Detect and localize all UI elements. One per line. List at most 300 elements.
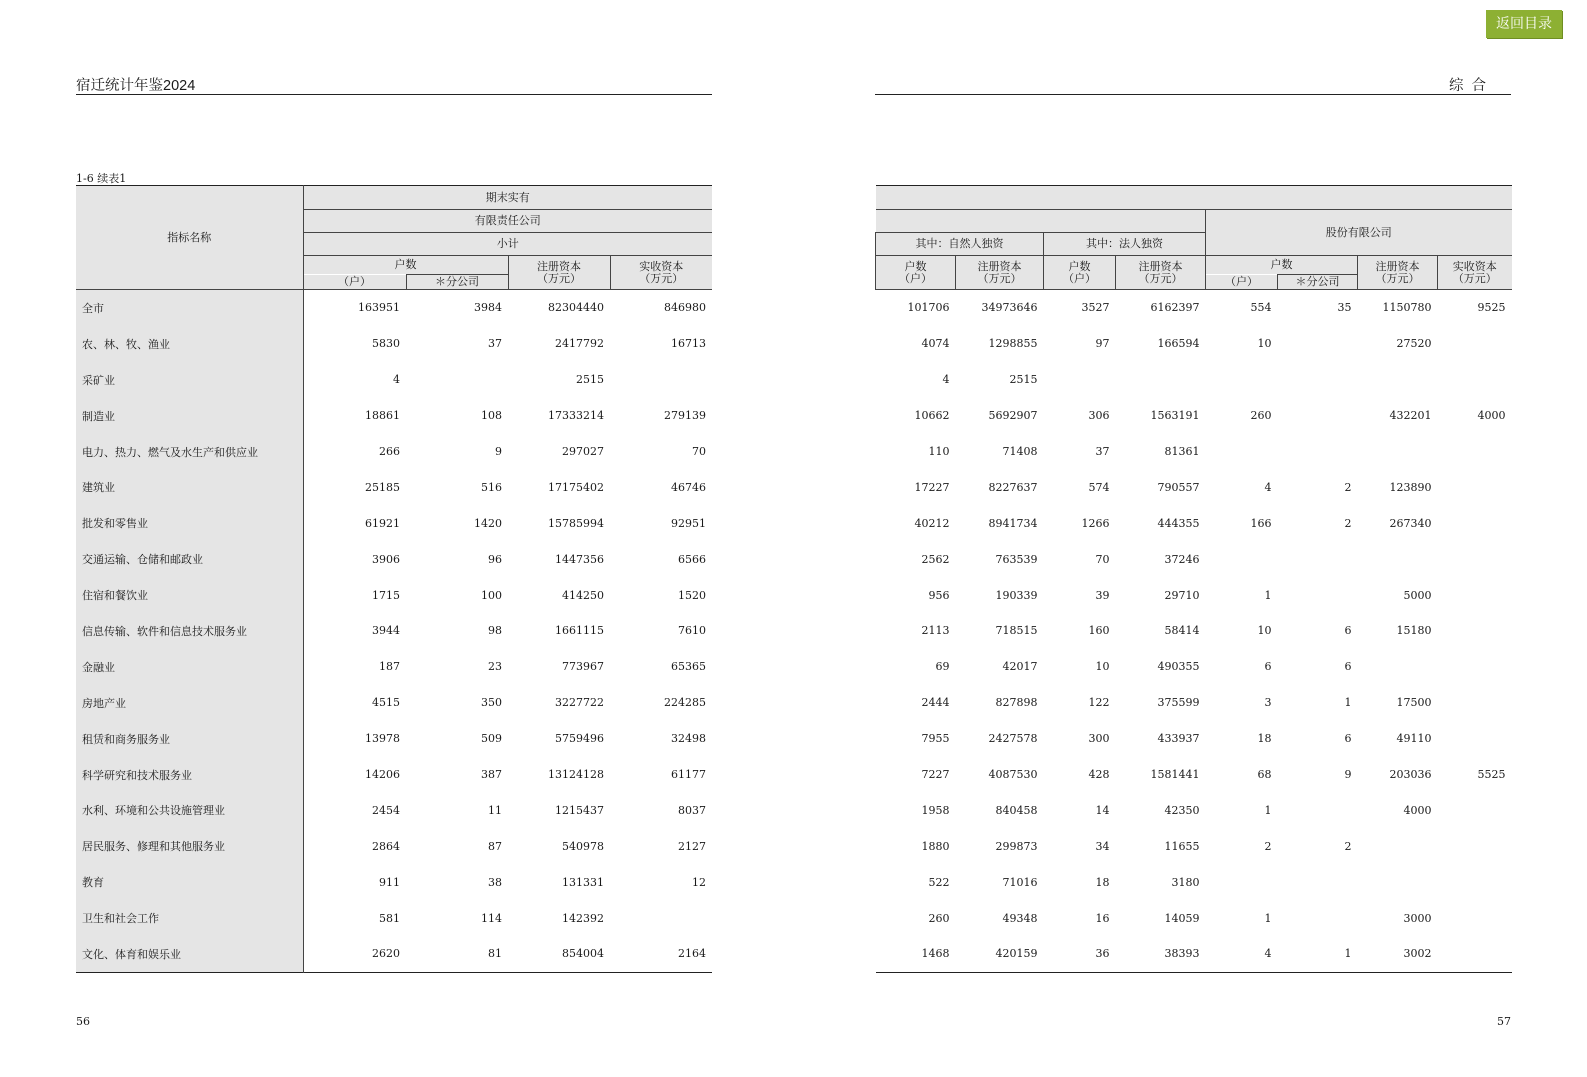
table-cell: 2427578 [988, 732, 1038, 746]
table-cell: 17227 [914, 480, 950, 494]
table-row [876, 936, 1512, 972]
table-cell: 15180 [1396, 624, 1432, 638]
households-header: 户数 [303, 256, 508, 275]
table-cell: 554 [1250, 301, 1272, 315]
table-cell [1438, 577, 1512, 613]
table-cell: 123890 [1389, 480, 1432, 494]
table-cell: 166594 [1157, 337, 1200, 351]
table-cell: 13124128 [548, 768, 604, 782]
table-cell: 8037 [678, 803, 706, 817]
table-cell: 444355 [1157, 516, 1200, 530]
table-cell: 279139 [664, 409, 706, 423]
paid-capital-header [610, 256, 712, 290]
left-header-rule [76, 94, 712, 95]
table-cell: 2454 [372, 803, 400, 817]
natural-reg-capital-header [956, 256, 1044, 290]
table-cell: 3984 [474, 301, 502, 315]
table-cell: 2164 [678, 947, 706, 961]
table-cell: 1 [1264, 588, 1272, 602]
table-cell: 1715 [372, 588, 400, 602]
indicator-name: 电力、热力、燃气及水生产和供应业 [76, 434, 303, 470]
table-cell: 16 [1095, 911, 1110, 925]
book-title: 宿迁统计年鉴2024 [76, 78, 196, 94]
table-cell: 1420 [474, 516, 502, 530]
table-cell: 10 [1257, 337, 1272, 351]
table-cell: 38393 [1164, 947, 1200, 961]
table-cell: 87 [488, 839, 502, 853]
indicator-name: 住宿和餐饮业 [76, 577, 303, 613]
table-cell: 299873 [995, 839, 1038, 853]
table-label: 1-6 续表1 [76, 172, 127, 185]
table-cell: 61177 [671, 768, 706, 782]
table-row [76, 577, 712, 613]
table-cell [1438, 936, 1512, 972]
table-cell: 39 [1095, 588, 1110, 602]
table-cell: 306 [1088, 409, 1110, 423]
table-cell: 846980 [664, 301, 706, 315]
table-cell: 142392 [562, 911, 604, 925]
table-cell: 911 [379, 875, 400, 889]
indicator-name: 水利、环境和公共设施管理业 [76, 792, 303, 828]
table-cell: 2417792 [555, 337, 604, 351]
table-cell: 187 [379, 660, 400, 674]
table-cell: 4 [1264, 480, 1272, 494]
table-cell [1278, 792, 1358, 828]
table-cell: 49110 [1396, 732, 1432, 746]
table-row [76, 757, 712, 793]
table-row [876, 541, 1512, 577]
table-cell: 17500 [1396, 696, 1432, 710]
table-cell: 10662 [914, 409, 950, 423]
table-cell: 1215437 [555, 803, 604, 817]
table-cell: 70 [692, 445, 706, 458]
return-to-contents-button[interactable]: 返回目录 [1486, 10, 1562, 38]
table-cell: 2444 [921, 696, 950, 710]
table-row [76, 649, 712, 685]
table-cell: 6162397 [1150, 301, 1200, 315]
table-cell: 9525 [1477, 301, 1506, 315]
table-row [76, 326, 712, 362]
left-statistics-table [76, 185, 712, 973]
table-cell [1358, 434, 1438, 470]
right-header-rule [875, 94, 1511, 95]
table-cell: 4074 [921, 337, 950, 351]
table-cell: 23 [488, 660, 502, 674]
table-cell: 1958 [921, 803, 950, 817]
table-row [76, 613, 712, 649]
table-cell [610, 362, 712, 398]
table-cell: 110 [928, 445, 950, 458]
table-cell: 18861 [365, 409, 400, 423]
table-cell [1278, 434, 1358, 470]
table-cell: 13978 [365, 732, 400, 746]
table-cell: 101706 [907, 301, 950, 315]
table-cell: 7610 [678, 624, 706, 638]
table-cell: 25185 [365, 480, 400, 494]
period-end-header: 期末实有 [303, 186, 712, 210]
table-cell: 1880 [921, 839, 950, 853]
table-cell: 4000 [1403, 803, 1432, 817]
table-row [76, 434, 712, 470]
table-row [876, 685, 1512, 721]
stock-households-unit: （户） [1206, 275, 1278, 290]
legal-reg-capital-header [1116, 256, 1206, 290]
table-cell [1278, 326, 1358, 362]
table-cell: 166 [1250, 516, 1272, 530]
table-cell: 14 [1095, 803, 1110, 817]
table-cell: 516 [481, 480, 502, 494]
page-number-left: 56 [76, 1015, 90, 1028]
table-cell: 190339 [995, 588, 1038, 602]
table-row [76, 362, 712, 398]
table-cell: 2 [1344, 839, 1352, 853]
indicator-name: 居民服务、修理和其他服务业 [76, 828, 303, 864]
stock-paid-capital-label: 实收资本 [1452, 259, 1497, 273]
natural-reg-capital-unit: （万元） [977, 271, 1022, 285]
table-cell: 1581441 [1150, 768, 1200, 782]
indicator-name: 交通运输、仓储和邮政业 [76, 541, 303, 577]
table-cell: 297027 [562, 445, 604, 458]
table-row [76, 290, 712, 326]
table-cell: 3944 [372, 624, 400, 638]
table-cell: 266 [379, 445, 400, 458]
paid-capital-unit: （万元） [639, 271, 684, 285]
table-cell: 8941734 [988, 516, 1038, 530]
table-cell: 7955 [921, 732, 950, 746]
legal-households-unit: （户） [1063, 271, 1096, 285]
table-cell: 3180 [1171, 875, 1200, 889]
table-row [876, 290, 1512, 326]
table-cell: 1 [1264, 803, 1272, 817]
table-cell [1116, 362, 1206, 398]
subtotal-header: 小计 [303, 233, 712, 256]
table-cell [1438, 541, 1512, 577]
table-cell: 6 [1344, 624, 1352, 638]
table-cell [1278, 398, 1358, 434]
legal-households-header [1044, 256, 1116, 290]
table-cell: 1298855 [988, 337, 1038, 351]
table-cell [406, 362, 508, 398]
indicator-name: 农、林、牧、渔业 [76, 326, 303, 362]
table-cell: 97 [1095, 337, 1110, 351]
right-blank-header [876, 186, 1512, 210]
table-row [876, 326, 1512, 362]
table-cell: 2562 [921, 552, 950, 566]
table-row [76, 721, 712, 757]
table-cell: 1 [1264, 911, 1272, 925]
table-cell: 9 [495, 445, 502, 458]
table-cell: 36 [1095, 947, 1110, 961]
natural-reg-capital-label: 注册资本 [977, 259, 1022, 273]
table-cell: 2515 [576, 373, 604, 387]
legal-reg-capital-unit: （万元） [1138, 271, 1183, 285]
table-row [76, 469, 712, 505]
table-cell: 3906 [372, 552, 400, 566]
natural-households-unit: （户） [899, 271, 932, 285]
table-cell: 2113 [921, 624, 950, 638]
table-row [76, 936, 712, 972]
table-cell: 827898 [995, 696, 1038, 710]
table-cell [1278, 577, 1358, 613]
indicator-name: 租赁和商务服务业 [76, 721, 303, 757]
table-cell: 4 [393, 373, 400, 387]
table-cell [1438, 685, 1512, 721]
table-cell: 11655 [1164, 839, 1200, 853]
table-cell: 37246 [1164, 552, 1200, 566]
table-cell: 428 [1088, 768, 1110, 782]
table-cell: 16713 [671, 337, 706, 351]
table-cell: 92951 [671, 516, 706, 530]
stock-reg-capital-label: 注册资本 [1375, 259, 1420, 273]
indicator-name: 制造业 [76, 398, 303, 434]
table-cell: 11 [488, 803, 502, 817]
table-cell: 29710 [1164, 588, 1200, 602]
table-cell: 100 [481, 588, 502, 602]
table-cell [610, 900, 712, 936]
table-cell: 96 [488, 552, 502, 566]
table-cell: 108 [481, 409, 502, 423]
table-cell: 1447356 [555, 552, 604, 566]
page-number-right: 57 [1497, 1015, 1511, 1028]
table-cell [1438, 469, 1512, 505]
table-cell: 5692907 [988, 409, 1038, 423]
table-cell: 14206 [365, 768, 400, 782]
stock-reg-capital-header [1358, 256, 1438, 290]
table-cell: 15785994 [548, 516, 604, 530]
table-cell [1206, 362, 1278, 398]
table-row [876, 828, 1512, 864]
table-cell: 763539 [995, 552, 1038, 566]
table-cell [1438, 864, 1512, 900]
table-row [76, 685, 712, 721]
table-cell [1438, 792, 1512, 828]
table-cell: 81361 [1164, 445, 1200, 458]
legal-sole-header: 其中：法人独资 [1044, 233, 1206, 256]
table-cell: 38 [488, 875, 502, 889]
table-cell: 1468 [921, 947, 950, 961]
table-cell: 2 [1264, 839, 1272, 853]
table-cell: 300 [1088, 732, 1110, 746]
section-title: 综合 [1449, 78, 1494, 94]
table-cell: 6 [1264, 660, 1272, 674]
table-cell [1044, 362, 1116, 398]
table-cell: 350 [481, 696, 502, 710]
table-cell: 420159 [995, 947, 1038, 961]
stock-households-header: 户数 [1206, 256, 1358, 275]
stock-branch-header: ＊分公司 [1278, 275, 1358, 290]
table-cell: 6566 [678, 552, 706, 566]
table-cell: 32498 [671, 732, 706, 746]
table-cell: 1150780 [1382, 301, 1432, 315]
table-cell: 49348 [1002, 911, 1038, 925]
table-cell [1438, 900, 1512, 936]
table-cell: 58414 [1164, 624, 1200, 638]
table-row [876, 398, 1512, 434]
table-cell: 98 [488, 624, 502, 638]
table-cell: 81 [488, 947, 502, 961]
table-cell [1206, 864, 1278, 900]
table-cell: 65365 [671, 660, 706, 674]
table-cell: 5759496 [555, 732, 604, 746]
table-cell [1278, 362, 1358, 398]
table-cell: 5830 [372, 337, 400, 351]
table-cell: 718515 [995, 624, 1038, 638]
table-cell [1358, 362, 1438, 398]
table-row [76, 541, 712, 577]
table-cell: 37 [488, 337, 502, 351]
reg-capital-unit: （万元） [537, 271, 581, 285]
table-cell: 574 [1088, 480, 1110, 494]
legal-reg-capital-label: 注册资本 [1138, 259, 1183, 273]
table-row [76, 792, 712, 828]
table-cell: 3 [1264, 696, 1272, 710]
right-statistics-table [875, 185, 1512, 973]
table-cell: 8227637 [988, 480, 1038, 494]
table-cell: 68 [1257, 768, 1272, 782]
table-cell: 790557 [1157, 480, 1200, 494]
table-cell: 71408 [1002, 445, 1038, 458]
table-cell: 224285 [664, 696, 706, 710]
table-cell: 163951 [358, 301, 400, 315]
table-cell [1278, 900, 1358, 936]
table-cell: 4 [942, 373, 950, 387]
table-cell: 4087530 [988, 768, 1038, 782]
table-cell: 581 [379, 911, 400, 925]
indicator-header: 指标名称 [76, 186, 303, 290]
table-cell: 71016 [1002, 875, 1038, 889]
table-row [876, 362, 1512, 398]
table-cell [1358, 864, 1438, 900]
table-row [876, 900, 1512, 936]
table-cell: 34 [1095, 839, 1110, 853]
table-cell: 14059 [1164, 911, 1200, 925]
table-cell: 42350 [1164, 803, 1200, 817]
indicator-name: 文化、体育和娱乐业 [76, 936, 303, 972]
right-blank-subheader [876, 210, 1206, 233]
table-cell [1358, 828, 1438, 864]
table-cell: 40212 [914, 516, 950, 530]
table-cell [1438, 828, 1512, 864]
table-cell [1438, 434, 1512, 470]
table-cell [1278, 541, 1358, 577]
table-cell: 5525 [1477, 768, 1506, 782]
table-cell: 9 [1344, 768, 1352, 782]
stock-paid-capital-unit: （万元） [1452, 271, 1497, 285]
table-cell: 4 [1264, 947, 1272, 961]
table-cell: 37 [1095, 445, 1110, 458]
table-cell: 1 [1344, 947, 1352, 961]
indicator-name: 教育 [76, 864, 303, 900]
table-row [876, 469, 1512, 505]
table-cell: 61921 [365, 516, 400, 530]
branch-header: ＊分公司 [406, 275, 508, 290]
table-cell: 27520 [1396, 337, 1432, 351]
table-cell: 2864 [372, 839, 400, 853]
table-cell: 854004 [562, 947, 604, 961]
table-cell: 34973646 [981, 301, 1038, 315]
reg-capital-label: 注册资本 [537, 259, 581, 273]
table-row [876, 577, 1512, 613]
table-cell: 540978 [562, 839, 604, 853]
indicator-name: 卫生和社会工作 [76, 900, 303, 936]
table-cell: 432201 [1389, 409, 1432, 423]
table-cell: 12 [692, 875, 706, 889]
table-cell: 3000 [1403, 911, 1432, 925]
table-cell: 1520 [678, 588, 706, 602]
natural-households-label: 户数 [904, 259, 927, 273]
table-cell [1438, 326, 1512, 362]
table-cell: 69 [935, 660, 950, 674]
table-cell: 840458 [995, 803, 1038, 817]
table-cell: 10 [1095, 660, 1110, 674]
indicator-name: 采矿业 [76, 362, 303, 398]
llc-header: 有限责任公司 [303, 210, 712, 233]
table-cell: 3002 [1403, 947, 1432, 961]
table-row [876, 864, 1512, 900]
table-row [76, 828, 712, 864]
table-cell: 4515 [372, 696, 400, 710]
table-cell: 10 [1257, 624, 1272, 638]
table-cell: 18 [1257, 732, 1272, 746]
table-cell: 2515 [1009, 373, 1038, 387]
table-cell: 267340 [1389, 516, 1432, 530]
table-cell: 122 [1088, 696, 1110, 710]
table-cell: 17333214 [548, 409, 604, 423]
table-cell [1438, 613, 1512, 649]
table-cell: 490355 [1157, 660, 1200, 674]
table-row [876, 613, 1512, 649]
table-cell: 433937 [1157, 732, 1200, 746]
table-cell: 6 [1344, 732, 1352, 746]
indicator-name: 科学研究和技术服务业 [76, 757, 303, 793]
indicator-name: 批发和零售业 [76, 505, 303, 541]
table-cell [1206, 434, 1278, 470]
indicator-name: 信息传输、软件和信息技术服务业 [76, 613, 303, 649]
table-cell [1278, 864, 1358, 900]
table-cell: 7227 [921, 768, 950, 782]
table-cell: 260 [928, 911, 950, 925]
legal-households-label: 户数 [1068, 259, 1091, 273]
table-cell: 3227722 [555, 696, 604, 710]
stock-reg-capital-unit: （万元） [1375, 271, 1420, 285]
table-cell: 2 [1344, 480, 1352, 494]
table-cell: 956 [928, 588, 950, 602]
table-cell: 42017 [1002, 660, 1038, 674]
table-cell: 2127 [678, 839, 706, 853]
table-cell: 773967 [562, 660, 604, 674]
table-cell: 414250 [562, 588, 604, 602]
indicator-name: 房地产业 [76, 685, 303, 721]
table-cell [1358, 541, 1438, 577]
table-cell: 5000 [1403, 588, 1432, 602]
reg-capital-header [508, 256, 610, 290]
table-cell [1438, 649, 1512, 685]
table-cell: 1563191 [1150, 409, 1200, 423]
table-row [876, 721, 1512, 757]
table-cell [1438, 362, 1512, 398]
table-cell: 3527 [1081, 301, 1110, 315]
table-cell: 1266 [1081, 516, 1110, 530]
table-row [876, 792, 1512, 828]
table-cell: 387 [481, 768, 502, 782]
table-cell: 375599 [1157, 696, 1200, 710]
households-unit: （户） [303, 275, 406, 290]
table-cell: 46746 [671, 480, 706, 494]
table-row [876, 757, 1512, 793]
table-cell: 35 [1337, 301, 1352, 315]
table-row [76, 505, 712, 541]
stock-paid-capital-header [1438, 256, 1512, 290]
